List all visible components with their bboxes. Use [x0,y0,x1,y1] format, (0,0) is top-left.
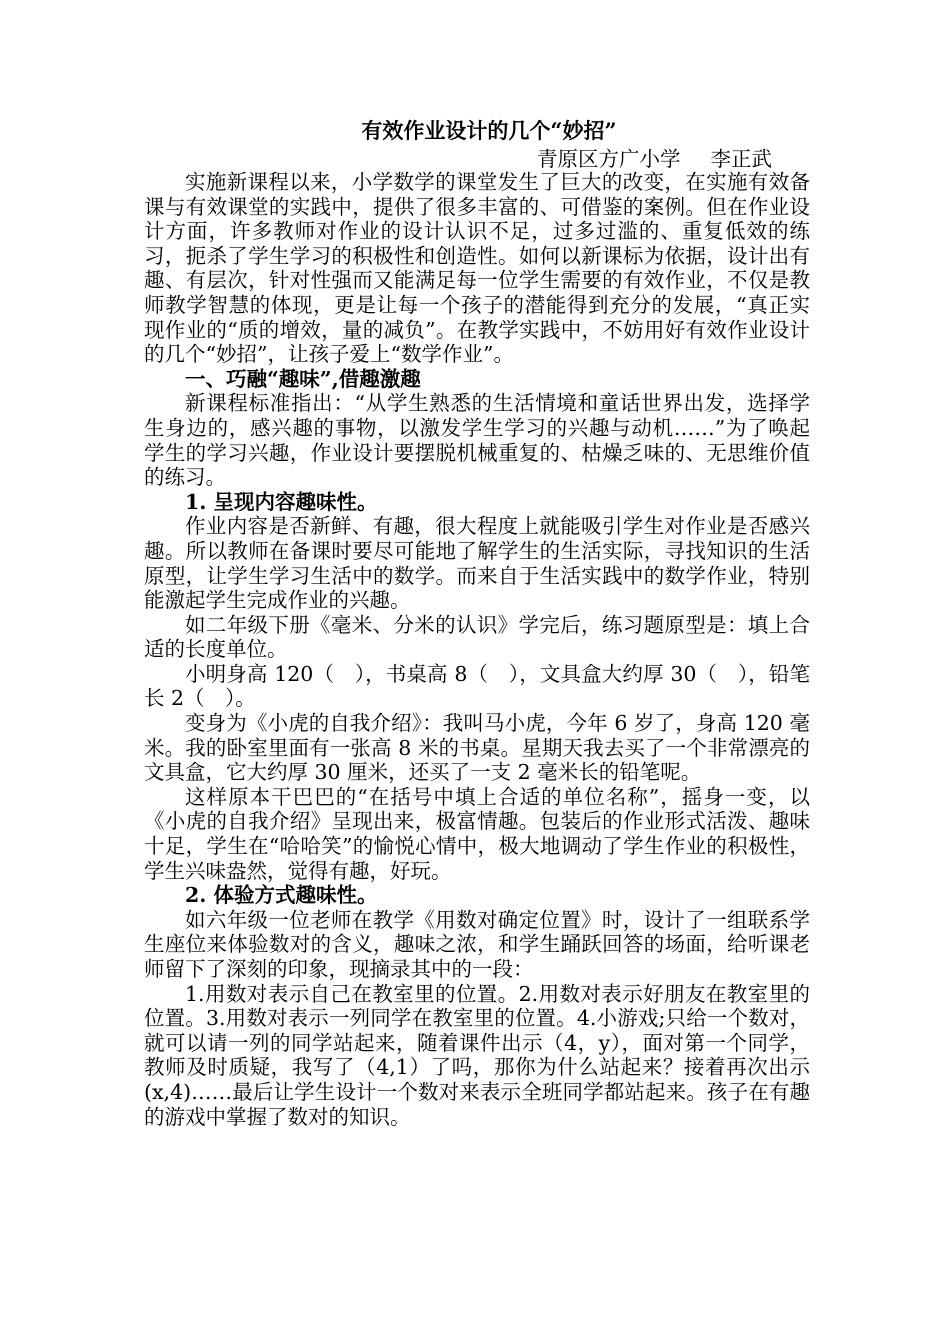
subsection-heading-2: 2. 体验方式趣味性。 [185,883,378,908]
school-name: 青原区方广小学 [537,147,681,171]
section-heading-1: 一、巧融“趣味”,借趣激趣 [185,366,421,391]
subsection-heading-1: 1. 呈现内容趣味性。 [185,489,378,514]
paragraph: 这样原本干巴巴的“在括号中填上合适的单位名称”，摇身一变，以《小虎的自我介绍》呈现出来，极富情趣。包装后的作业形式活泼、趣味十足，学生在“哈哈笑”的愉悦心情中，极大地调动了学生作业的积极性，学生兴味盎然，觉得有趣，好玩。 [144,784,810,883]
paragraph: 1.用数对表示自己在教室里的位置。2.用数对表示好朋友在教室里的位置。3.用数对表示一列同学在教室里的位置。4.小游戏;只给一个数对，就可以请一列的同学站起来，随着课件出示（4，y），面对第一个同学，教师及时质疑，我写了（4,1）了吗，那你为什么站起来？接着再次出示(x,4)……最后让学生设计一个数对来表示全班同学都站起来。孩子在有趣的游戏中掌握了数对的知识。 [144,981,810,1129]
section-1-paragraph: 新课程标准指出：“从学生熟悉的生活情境和童话世界出发，选择学生身边的，感兴趣的事物，以激发学生学习的兴趣与动机……”为了唤起学生的学习兴趣，作业设计要摆脱机械重复的、枯燥乏味的、无思维价值的练习。 [144,391,810,490]
intro-paragraph: 实施新课程以来，小学数学的课堂发生了巨大的改变，在实施有效备课与有效课堂的实践中，提供了很多丰富的、可借鉴的案例。但在作业设计方面，许多教师对作业的设计认识不足，过多过滥的、重复低效的练习，扼杀了学生学习的积极性和创造性。如何以新课标为依据，设计出有趣、有层次，针对性强而又能满足每一位学生需要的有效作业，不仅是教师教学智慧的体现，更是让每一个孩子的潜能得到充分的发展，“真正实现作业的“质的增效，量的减负”。在教学实践中，不妨用好有效作业设计的几个“妙招”，让孩子爱上“数学作业”。 [144,170,810,367]
paragraph: 如二年级下册《毫米、分米的认识》学完后，练习题原型是：填上合适的长度单位。 [144,612,810,662]
document-body [144,114,810,1129]
document-title: 有效作业设计的几个“妙招” [361,118,617,143]
author-name: 李正武 [710,147,772,171]
byline [144,148,810,170]
paragraph: 如六年级一位老师在教学《用数对确定位置》时，设计了一组联系学生座位来体验数对的含义，趣味之浓，和学生踊跃回答的场面，给听课老师留下了深刻的印象，现摘录其中的一段： [144,907,810,981]
paragraph: 变身为《小虎的自我介绍》：我叫马小虎，今年 6 岁了，身高 120 毫米。我的卧室里面有一张高 8 米的书桌。星期天我去买了一个非常漂亮的文具盒，它大约厚 30 厘米，还买了一支 2 毫米长的铅笔呢。 [144,711,810,785]
exercise-paragraph: 小明身高 120（ ），书桌高 8（ ），文具盒大约厚 30（ ），铅笔长 2（ ）。 [144,661,810,711]
paragraph: 作业内容是否新鲜、有趣，很大程度上就能吸引学生对作业是否感兴趣。所以教师在备课时要尽可能地了解学生的生活实际，寻找知识的生活原型，让学生学习生活中的数学。而来自于生活实践中的数学作业，特别能激起学生完成作业的兴趣。 [144,514,810,613]
